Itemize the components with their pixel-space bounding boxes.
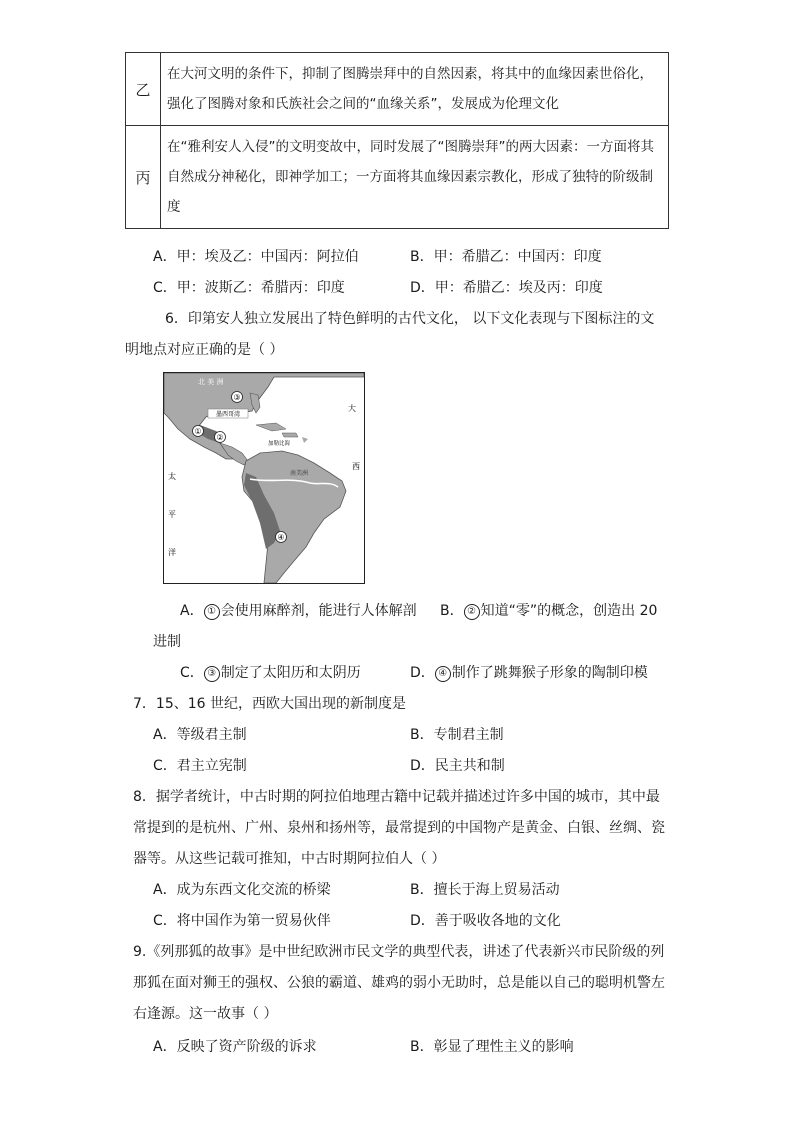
row-key: 丙 — [126, 126, 161, 229]
americas-map — [163, 372, 365, 584]
south-america-label: 南美洲 — [290, 470, 309, 477]
row-line: 度 — [167, 199, 181, 215]
q6-option-b-cont: 进制 — [153, 634, 181, 650]
q9-stem-line2: 那狐在面对狮王的强权、公狼的霸道、雄鸡的弱小无助时，总是能以自己的聪明机警左 — [133, 975, 665, 991]
marker-2 — [215, 432, 226, 443]
gulf-label: 墨西哥湾 — [215, 411, 241, 418]
q5-option-b: B．甲：希腊乙：中国丙：印度 — [410, 249, 602, 265]
svg-text:④: ④ — [277, 533, 285, 542]
row-line: 在大河文明的条件下，抑制了图腾崇拜中的自然因素，将其中的血缘因素世俗化， — [167, 66, 653, 82]
caribbean-label: 加勒比海 — [268, 441, 291, 447]
q9-stem-line3: 右逢源。这一故事（ ） — [133, 1006, 278, 1022]
q8-stem-line2: 常提到的是杭州、广州、泉州和扬州等，最常提到的中国物产是黄金、白银、丝绸、瓷 — [133, 820, 665, 836]
q7-option-c: C．君主立宪制 — [153, 758, 247, 774]
q6-stem-line2: 明地点对应正确的是（ ） — [125, 342, 284, 358]
row-line: 在“雅利安人入侵”的文明变故中，同时发展了“图腾崇拜”的两大因素：一方面将其 — [167, 139, 654, 155]
q9-option-a: A．反映了资产阶级的诉求 — [153, 1039, 317, 1055]
q7-option-d: D．民主共和制 — [410, 758, 505, 774]
q5-option-c: C．甲：波斯乙：希腊丙：印度 — [153, 280, 345, 296]
pacific-label-3: 洋 — [168, 548, 176, 557]
row-text — [161, 53, 669, 126]
pacific-label-1: 太 — [168, 472, 176, 481]
q6-option-d: D． ④ 制作了跳舞猴子形象的陶制印模 — [410, 665, 648, 681]
svg-text:③: ③ — [233, 393, 241, 402]
q7-option-a: A．等级君主制 — [153, 727, 247, 743]
q5-option-d: D．甲：希腊乙：埃及丙：印度 — [410, 280, 603, 296]
row-key: 乙 — [126, 53, 161, 126]
row-line: 强化了图腾对象和氏族社会之间的“血缘关系”，发展成为伦理文化 — [167, 96, 559, 112]
q8-option-b: B．擅长于海上贸易活动 — [410, 882, 560, 898]
marker-1 — [193, 426, 204, 437]
q8-stem-line1: 8．据学者统计，中古时期的阿拉伯地理古籍中记载并描述过许多中国的城市，其中最 — [133, 789, 660, 805]
row-text — [161, 126, 669, 229]
q8-option-a: A．成为东西文化交流的桥梁 — [153, 882, 331, 898]
civilization-table — [125, 52, 669, 229]
q6-option-a: A． ① 会使用麻醉剂，能进行人体解剖 — [180, 603, 417, 619]
q7-option-b: B．专制君主制 — [410, 727, 504, 743]
pacific-label-2: 平 — [168, 510, 176, 519]
svg-text:①: ① — [194, 427, 202, 436]
map-graphic — [164, 373, 364, 583]
q9-option-b: B．彰显了理性主义的影响 — [410, 1039, 574, 1055]
atlantic-label-1: 大 — [348, 404, 356, 413]
atlantic-label-2: 西 — [352, 462, 360, 471]
q6-stem-line1: 6．印第安人独立发展出了特色鲜明的古代文化， 以下文化表现与下图标注的文 — [165, 311, 655, 327]
q8-option-c: C．将中国作为第一贸易伙伴 — [153, 913, 331, 929]
table-row — [126, 53, 669, 126]
q9-stem-line1: 9.《列那狐的故事》是中世纪欧洲市民文学的典型代表，讲述了代表新兴市民阶级的列 — [133, 944, 665, 960]
row-line: 自然成分神秘化，即神学加工；一方面将其血缘因素宗教化，形成了独特的阶级制 — [167, 169, 653, 185]
q6-option-c: C． ③ 制定了太阳历和太阴历 — [180, 665, 361, 681]
north-america-label: 北 美 洲 — [198, 378, 224, 386]
table-row — [126, 126, 669, 229]
q6-option-b: B． ② 知道“零”的概念，创造出 20 — [440, 603, 658, 619]
q8-option-d: D．善于吸收各地的文化 — [410, 913, 561, 929]
marker-3 — [232, 392, 243, 403]
q8-stem-line3: 器等。从这些记载可推知，中古时期阿拉伯人（ ） — [133, 851, 446, 867]
svg-text:②: ② — [216, 433, 224, 442]
q7-stem: 7．15、16 世纪，西欧大国出现的新制度是 — [133, 696, 406, 712]
q5-option-a: A．甲：埃及乙：中国丙：阿拉伯 — [153, 249, 359, 265]
marker-4 — [276, 532, 287, 543]
